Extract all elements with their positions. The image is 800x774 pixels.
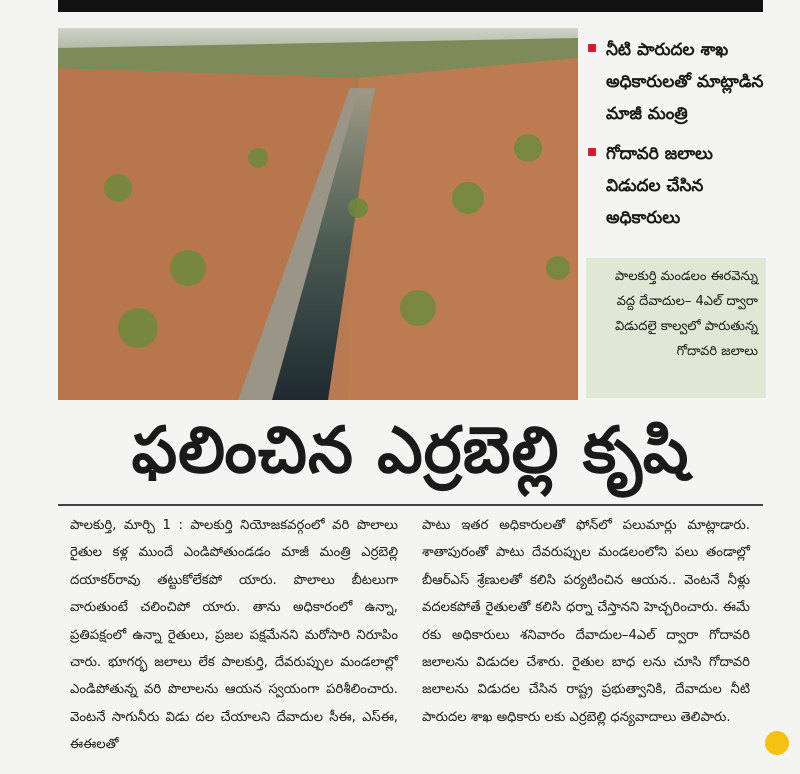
divider [58, 504, 763, 506]
photo-caption: పాలకుర్తి మండలం ఈరవెన్ను వద్ద దేవాదుల– 4ఎల్ ద్వారా విడుదలై కాల్వలో పారుతున్న గోదావరి జలాలు [586, 258, 766, 398]
article-column-1: పాలకుర్తి, మార్చి 1 : పాలకుర్తి నియోజకవర్గంలో వరి పొలాలు రైతుల కళ్ల ముందే ఎండిపోతుండడం మాజీ మంత్రి ఎర్రబెల్లి దయాకర్‌రావు తట్టుకోలేకపో యారు. పొలాలు బీటలుగా వారుతుంటే చలించిపో యారు. తాను అధికారంలో ఉన్నా, ప్రతిపక్షంలో ఉన్నా రైతులు, ప్రజల పక్షమేనని మరోసారి నిరూపిం చారు. భూగర్భ జలాలు లేక పాలకుర్తి, దేవరుప్పుల మండలాల్లో ఎండిపోతున్న వరి పొలాలను ఆయన స్వయంగా పరిశీలించారు. వెంటనే సాగునీరు విడు దల చేయాలని దేవాదుల సీఈ, ఎస్‌ఈ, ఈఈలతో [70, 518, 398, 753]
bullet-square-icon [588, 148, 596, 156]
top-bar [58, 0, 763, 12]
highlight-item [588, 34, 764, 130]
canal-photo [58, 28, 578, 400]
highlight-item [588, 138, 764, 234]
headline: ఫలించిన ఎర్రబెల్లి కృషి [131, 413, 690, 488]
highlight-text: నీటి పారుదల శాఖ అధికారులతో మాట్లాడిన మాజీ మంత్రి [606, 40, 764, 124]
bullet-square-icon [588, 44, 596, 52]
yellow-dot-marker [765, 731, 789, 755]
highlight-text: గోదావరి జలాలు విడుదల చేసిన అధికారులు [606, 144, 713, 228]
article-body [70, 512, 750, 759]
article-column-2: పాటు ఇతర అధికారులతో ఫోన్‌లో పలుమార్లు మాట్లాడారు. శాతాపురంతో పాటు దేవరుప్పుల మండలంలోని పలు తండాల్లో బీఆర్‌ఎస్ శ్రేణులతో కలిసి పర్యటించిన ఆయన.. వెంటనే నీళ్లు వదలకపోతే రైతులతో కలిసి ధర్నా చేస్తానని హెచ్చరించారు. ఈమే రకు అధికారులు శనివారం దేవాదుల–4ఎల్ ద్వారా గోదావరి జలాలను విడుదల చేశారు. రైతుల బాధ లను చూసి గోదావరి జలాలను విడుదల చేసిన రాష్ట్ర ప్రభుత్వానికి, దేవాదుల నీటి పారుదల శాఖ అధికారు లకు ఎర్రబెల్లి ధన్యవాదాలు తెలిపారు. [422, 518, 750, 725]
highlights-box [588, 34, 764, 242]
